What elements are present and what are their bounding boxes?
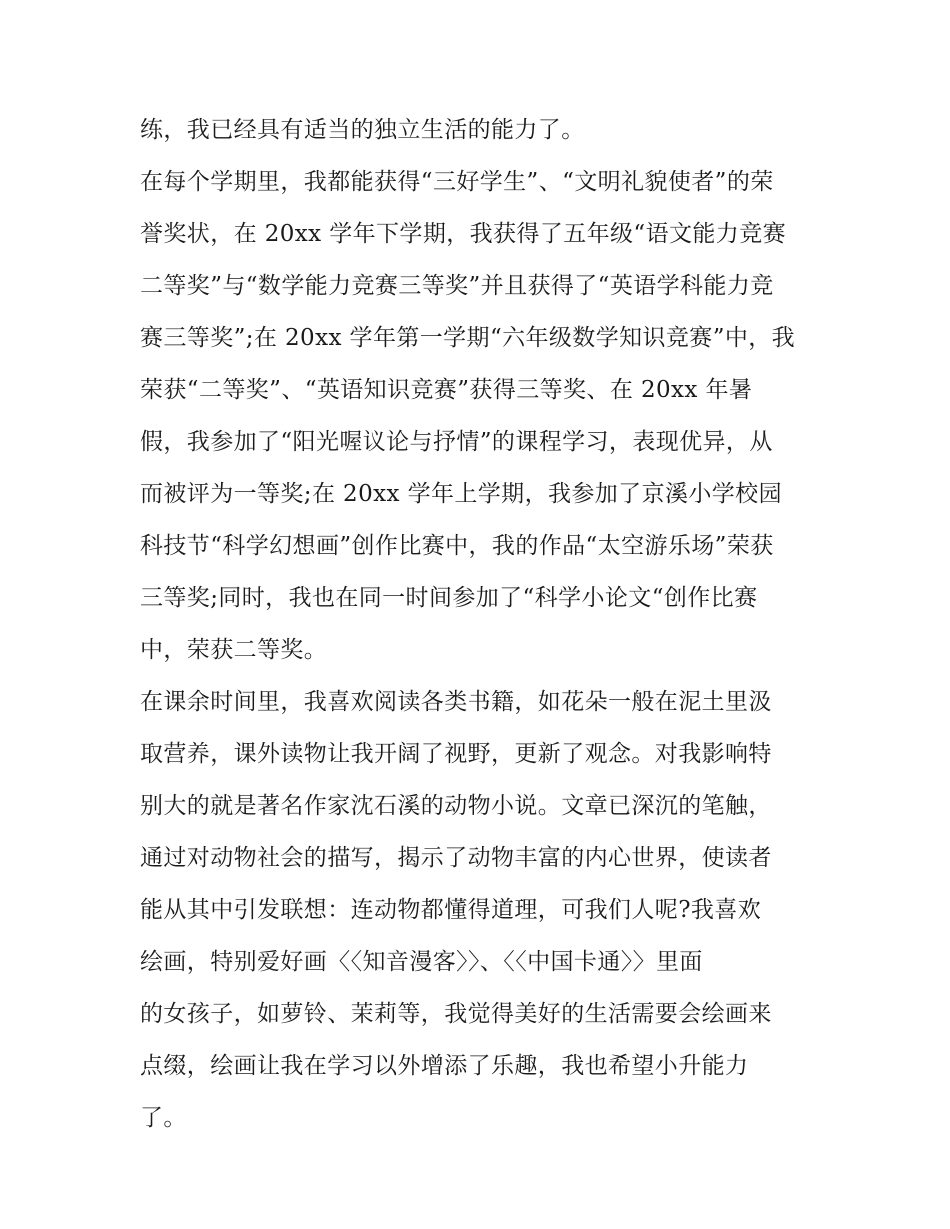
text-line: 练，我已经具有适当的独立生活的能力了。	[140, 117, 585, 143]
text-line: 誉奖状，在 20xx 学年下学期，我获得了五年级“语文能力竞赛	[140, 221, 786, 247]
text-line: 别大的就是著名作家沈石溪的动物小说。文章已深沉的笔触，	[140, 793, 772, 819]
text-line: 了。	[140, 1105, 187, 1131]
text-line: 的女孩子，如萝铃、茉莉等，我觉得美好的生活需要会绘画来	[140, 1001, 772, 1027]
text-line: 绘画，特别爱好画〈〈知音漫客〉〉、〈〈中国卡通〉〉里面	[140, 949, 703, 975]
text-line: 二等奖”与“数学能力竞赛三等奖”并且获得了“英语学科能力竞	[140, 273, 774, 299]
text-line: 中，荣获二等奖。	[140, 637, 328, 663]
text-line: 赛三等奖”;在 20xx 学年第一学期“六年级数学知识竞赛”中，我	[140, 325, 796, 351]
body-text	[140, 104, 820, 1144]
text-line: 取营养，课外读物让我开阔了视野，更新了观念。对我影响特	[140, 741, 772, 767]
text-line: 三等奖;同时，我也在同一时间参加了“科学小论文“创作比赛	[140, 585, 758, 611]
text-line: 荣获“二等奖”、“英语知识竞赛”获得三等奖、在 20xx 年暑	[140, 377, 753, 403]
text-line: 能从其中引发联想：连动物都懂得道理，可我们人呢?我喜欢	[140, 897, 762, 923]
text-line: 在课余时间里，我喜欢阅读各类书籍，如花朵一般在泥土里汲	[140, 689, 772, 715]
text-line: 而被评为一等奖;在 20xx 学年上学期，我参加了京溪小学校园	[140, 481, 782, 507]
text-line: 科技节“科学幻想画”创作比赛中，我的作品“太空游乐场”荣获	[140, 533, 774, 559]
text-line: 在每个学期里，我都能获得“三好学生”、“文明礼貌使者”的荣	[140, 169, 774, 195]
text-line: 假，我参加了“阳光喔议论与抒情”的课程学习，表现优异，从	[140, 429, 773, 455]
text-line: 点缀，绘画让我在学习以外增添了乐趣，我也希望小升能力	[140, 1053, 749, 1079]
text-line: 通过对动物社会的描写，揭示了动物丰富的内心世界，使读者	[140, 845, 772, 871]
